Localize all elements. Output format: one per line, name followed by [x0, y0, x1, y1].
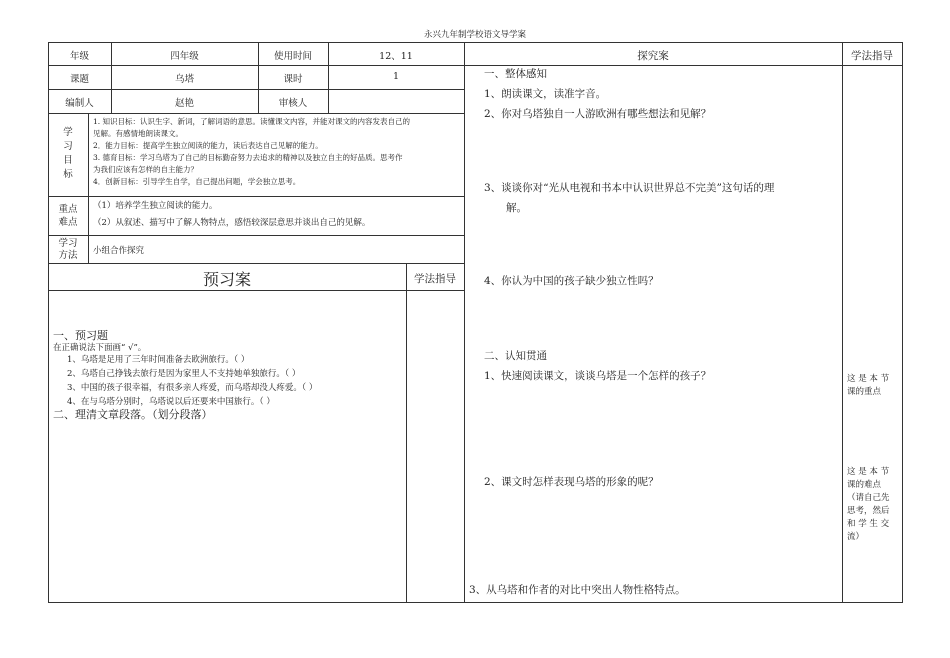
keypoints-label-line: 难点 [58, 217, 78, 228]
preview-questions [67, 353, 317, 409]
col-line [406, 263, 407, 603]
col-line [88, 113, 89, 263]
goal-line: 4．创新目标：引导学生自学，自己提出问题，学会独立思考。 [93, 177, 301, 186]
row-line [48, 290, 465, 291]
keypoints-label [48, 203, 88, 229]
explore-part1: 一、整体感知 [484, 68, 547, 80]
goals-label-char: 目 [63, 155, 73, 166]
keypoint-line: （1）培养学生独立阅读的能力。 [93, 201, 218, 211]
grade-label: 年级 [69, 51, 89, 62]
goals-label-char: 习 [63, 141, 73, 152]
topic-label: 课题 [69, 74, 89, 85]
explore-guide-label: 学法指导 [851, 50, 893, 62]
guide-note-line: 和 学 生 交 [847, 519, 890, 529]
time-value: 12、11 [379, 51, 413, 62]
goal-line: 1. 知识目标：认识生字、新词，了解词语的意思。读懂课文内容，并能对课文的内容发表自己的 [93, 117, 411, 126]
author-value: 赵艳 [174, 98, 194, 109]
reviewer-label: 审核人 [278, 98, 308, 109]
goal-line: 为我们应该有怎样的自主能力？ [93, 165, 198, 174]
frame-right [902, 42, 903, 603]
preview-question: 2、乌塔自己挣钱去旅行是因为家里人不支持她单独旅行。（ ） [67, 369, 301, 379]
preview-section2: 二、理清文章段落。（划分段落） [53, 408, 213, 421]
preview-instruction: 在正确说法下面画“ √”。 [53, 343, 147, 353]
explore-p2-q2: 2、课文时怎样表现乌塔的形象的呢？ [484, 476, 659, 488]
preview-section1: 一、预习题 [53, 329, 108, 342]
goals-label-char: 标 [63, 169, 73, 180]
explore-guide-divider [842, 42, 843, 603]
period-label: 课时 [283, 74, 303, 85]
explore-p1-q2: 2、你对乌塔独自一人游欧洲有哪些想法和见解？ [484, 108, 712, 120]
goals-list [93, 116, 463, 188]
goal-line: 2．能力目标：提高学生独立阅读的能力，读后表达自己见解的能力。 [93, 141, 323, 150]
goals-label [48, 126, 88, 182]
time-label: 使用时间 [273, 51, 312, 62]
grade-value: 四年级 [170, 51, 199, 62]
guide-note-key [847, 373, 899, 399]
goal-line: 3. 德育目标：学习乌塔为了自己的目标勤奋努力去追求的精神以及独立自主的好品质。思考作 [93, 153, 403, 162]
preview-question: 3、中国的孩子很幸福，有很多亲人疼爱，而乌塔却没人疼爱。（ ） [67, 383, 318, 393]
guide-note-line: 流） [847, 532, 865, 542]
explore-p1-q1: 1、朗读课文，读准字音。 [484, 88, 607, 100]
explore-part2: 二、认知贯通 [484, 350, 547, 362]
frame-bottom [48, 602, 903, 603]
keypoints-list [93, 198, 463, 232]
keypoints-label-line: 重点 [58, 204, 78, 215]
preview-question: 1、乌塔是足用了三年时间准备去欧洲旅行。（ ） [67, 355, 250, 365]
goal-line: 见解。有感情地朗读课文。 [93, 129, 183, 138]
guide-note-line: 课的难点 [847, 480, 882, 490]
method-label-line: 学习 [58, 238, 78, 249]
guide-note-difficulty [847, 466, 901, 544]
method-label [48, 238, 88, 262]
explore-title: 探究案 [637, 50, 669, 62]
explore-p2-q3: 3、从乌塔和作者的对比中突出人物性格特点。 [469, 584, 686, 596]
keypoint-line: （2）从叙述、描写中了解人物特点，感悟较深层意思并谈出自己的见解。 [93, 218, 371, 228]
row-line [48, 263, 465, 264]
explore-p1-q3b: 解。 [506, 202, 527, 214]
guide-note-line: 这 是 本 节 [847, 467, 890, 477]
preview-question: 4、在与乌塔分别时，乌塔说以后还要来中国旅行。（ ） [67, 397, 275, 407]
method-value: 小组合作探究 [93, 246, 145, 256]
period-value: 1 [392, 71, 400, 82]
page-header: 永兴九年制学校语文导学案 [423, 30, 526, 40]
guide-note-line: （请自己先 [847, 493, 890, 503]
method-label-line: 方法 [58, 250, 78, 261]
row-line [48, 196, 465, 197]
guide-note-line: 这 是 本 节 [847, 374, 890, 384]
explore-p1-q4: 4、你认为中国的孩子缺少独立性吗？ [484, 275, 659, 287]
guide-note-line: 思考，然后 [847, 506, 890, 516]
author-label: 编制人 [65, 98, 94, 109]
guide-note-line: 课的重点 [847, 387, 882, 397]
goals-label-char: 学 [63, 127, 73, 138]
middle-divider [464, 42, 465, 603]
preview-guide-label: 学法指导 [414, 273, 456, 285]
frame-top [48, 42, 903, 43]
explore-p1-q3a: 3、谈谈你对“光从电视和书本中认识世界总不完美”这句话的理 [484, 182, 775, 194]
row-line [48, 235, 465, 236]
explore-p2-q1: 1、快速阅读课文，谈谈乌塔是一个怎样的孩子？ [484, 370, 712, 382]
topic-value: 乌塔 [174, 74, 194, 85]
preview-title: 预习案 [202, 270, 251, 289]
